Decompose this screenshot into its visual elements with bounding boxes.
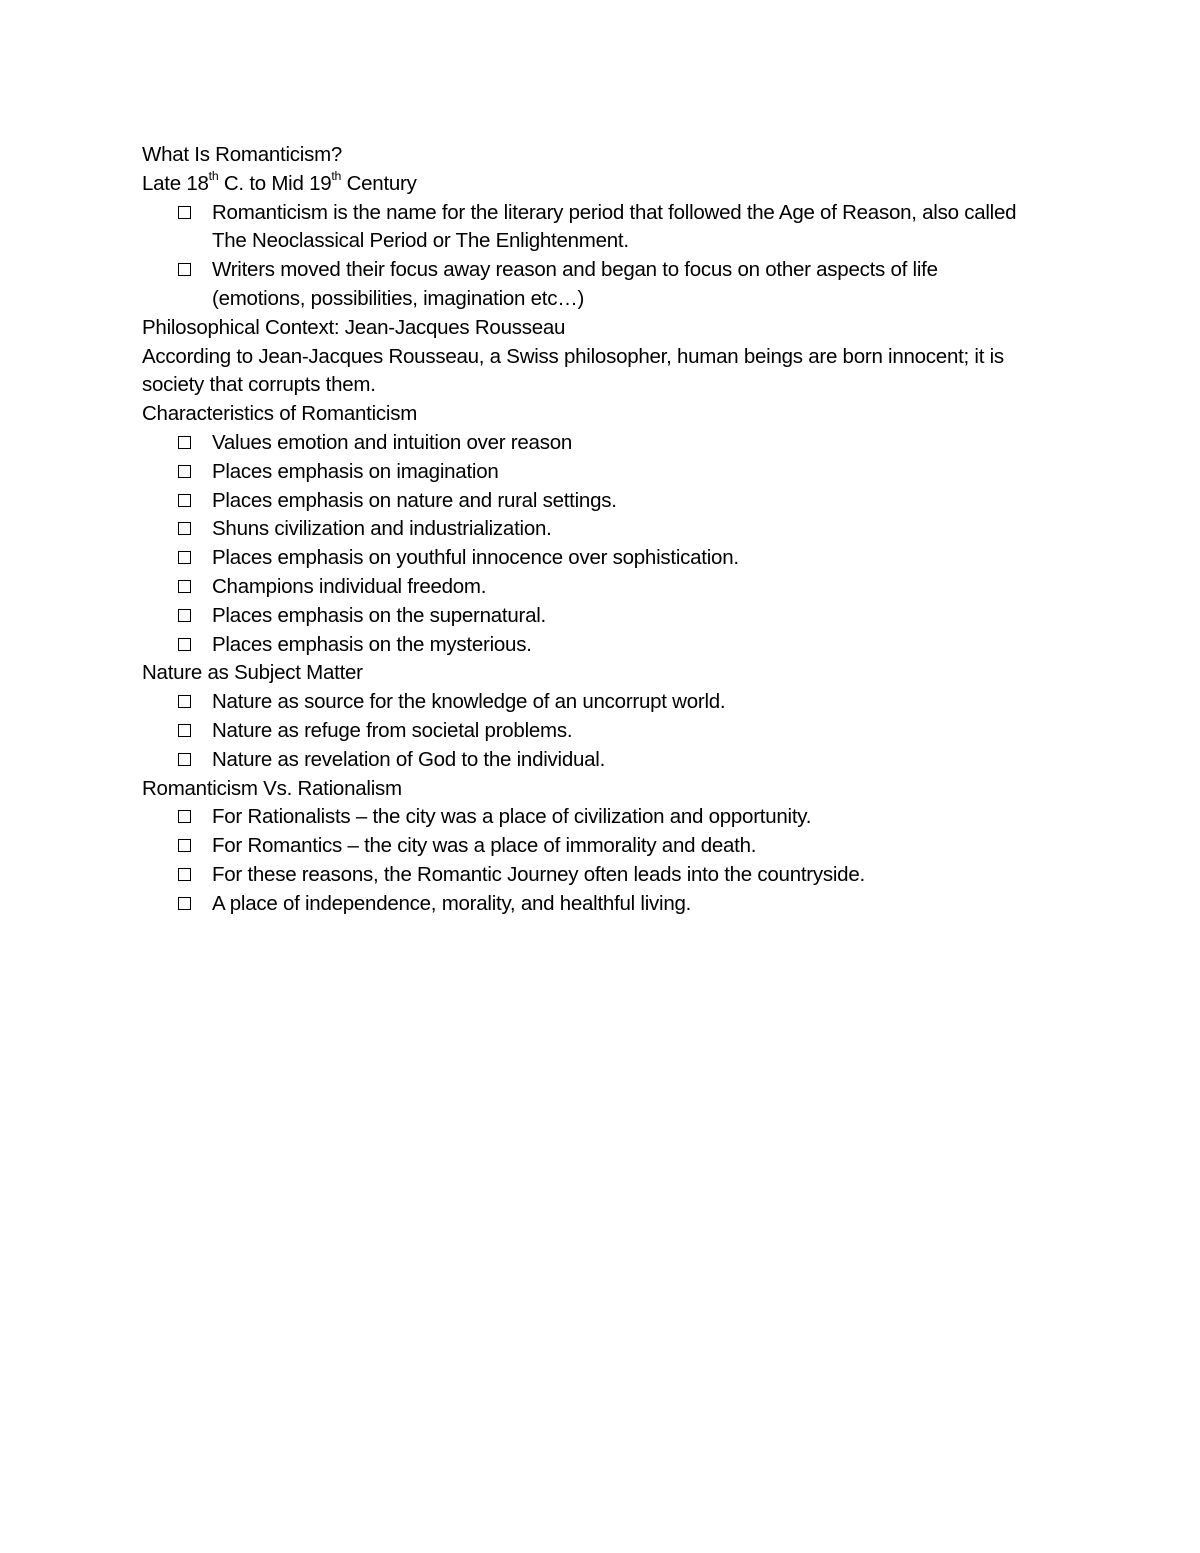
- versus-list: [142, 803, 1082, 918]
- nature-item-text: Nature as refuge from societal problems.: [212, 718, 573, 742]
- list-item: [178, 890, 1082, 919]
- checkbox-icon: [178, 580, 191, 593]
- characteristic-text: Places emphasis on imagination: [212, 459, 499, 483]
- document-page: [142, 141, 1082, 919]
- list-item: [178, 746, 1082, 775]
- nature-list: [142, 688, 1082, 774]
- period-sup-1: th: [208, 169, 219, 184]
- versus-item-text: For these reasons, the Romantic Journey often leads into the countryside.: [212, 862, 865, 886]
- checkbox-icon: [178, 839, 191, 852]
- checkbox-icon: [178, 494, 191, 507]
- list-item: [178, 256, 1032, 314]
- characteristic-text: Places emphasis on the mysterious.: [212, 632, 532, 656]
- checkbox-icon: [178, 609, 191, 622]
- period-suffix: Century: [341, 171, 417, 195]
- characteristic-text: Places emphasis on the supernatural.: [212, 603, 547, 627]
- checkbox-icon: [178, 263, 191, 276]
- checkbox-icon: [178, 897, 191, 910]
- philosophical-text: According to Jean-Jacques Rousseau, a Swiss philosopher, human beings are born innocent; it is society that corrupts them.: [142, 344, 1004, 397]
- characteristic-text: Places emphasis on nature and rural settings.: [212, 488, 617, 512]
- intro-item-text: Writers moved their focus away reason and began to focus on other aspects of life (emotions, possibilities, imagination etc…): [212, 258, 938, 310]
- list-item: [178, 602, 1082, 631]
- checkbox-icon: [178, 638, 191, 651]
- characteristic-text: Values emotion and intuition over reason: [212, 430, 572, 454]
- period-middle: C. to Mid 19: [218, 171, 332, 195]
- period-prefix: Late 18: [142, 171, 209, 195]
- list-item: [178, 803, 1082, 832]
- characteristic-text: Champions individual freedom.: [212, 574, 487, 598]
- list-item: [178, 544, 1082, 573]
- list-item: [178, 717, 1082, 746]
- list-item: [178, 832, 1082, 861]
- intro-item-text: Romanticism is the name for the literary period that followed the Age of Reason, also called The Neoclassical Period or The Enlightenment.: [212, 200, 1017, 253]
- intro-list: [142, 199, 1082, 314]
- checkbox-icon: [178, 724, 191, 737]
- list-item: [178, 429, 1082, 458]
- checkbox-icon: [178, 465, 191, 478]
- checkbox-icon: [178, 753, 191, 766]
- list-item: [178, 199, 1032, 257]
- checkbox-icon: [178, 551, 191, 564]
- checkbox-icon: [178, 695, 191, 708]
- characteristic-text: Shuns civilization and industrialization.: [212, 517, 552, 541]
- characteristic-text: Places emphasis on youthful innocence over sophistication.: [212, 546, 739, 570]
- list-item: [178, 688, 1082, 717]
- nature-item-text: Nature as source for the knowledge of an uncorrupt world.: [212, 690, 726, 714]
- period-line: [142, 170, 1082, 199]
- versus-item-text: For Rationalists – the city was a place of civilization and opportunity.: [212, 805, 812, 829]
- list-item: [178, 573, 1082, 602]
- list-item: [178, 487, 1082, 516]
- period-sup-2: th: [331, 169, 342, 184]
- versus-item-text: A place of independence, morality, and healthful living.: [212, 891, 692, 915]
- checkbox-icon: [178, 868, 191, 881]
- characteristics-list: [142, 429, 1082, 659]
- list-item: [178, 861, 1082, 890]
- nature-item-text: Nature as revelation of God to the individual.: [212, 747, 606, 771]
- nature-heading: Nature as Subject Matter: [142, 661, 363, 685]
- document-title: What Is Romanticism?: [142, 143, 343, 166]
- checkbox-icon: [178, 810, 191, 823]
- list-item: [178, 631, 1082, 660]
- list-item: [178, 515, 1082, 544]
- checkbox-icon: [178, 206, 191, 219]
- characteristics-heading: Characteristics of Romanticism: [142, 402, 418, 426]
- versus-item-text: For Romantics – the city was a place of immorality and death.: [212, 834, 757, 858]
- philosophical-heading: Philosophical Context: Jean-Jacques Rousseau: [142, 315, 566, 339]
- checkbox-icon: [178, 522, 191, 535]
- checkbox-icon: [178, 436, 191, 449]
- versus-heading: Romanticism Vs. Rationalism: [142, 776, 402, 800]
- list-item: [178, 458, 1082, 487]
